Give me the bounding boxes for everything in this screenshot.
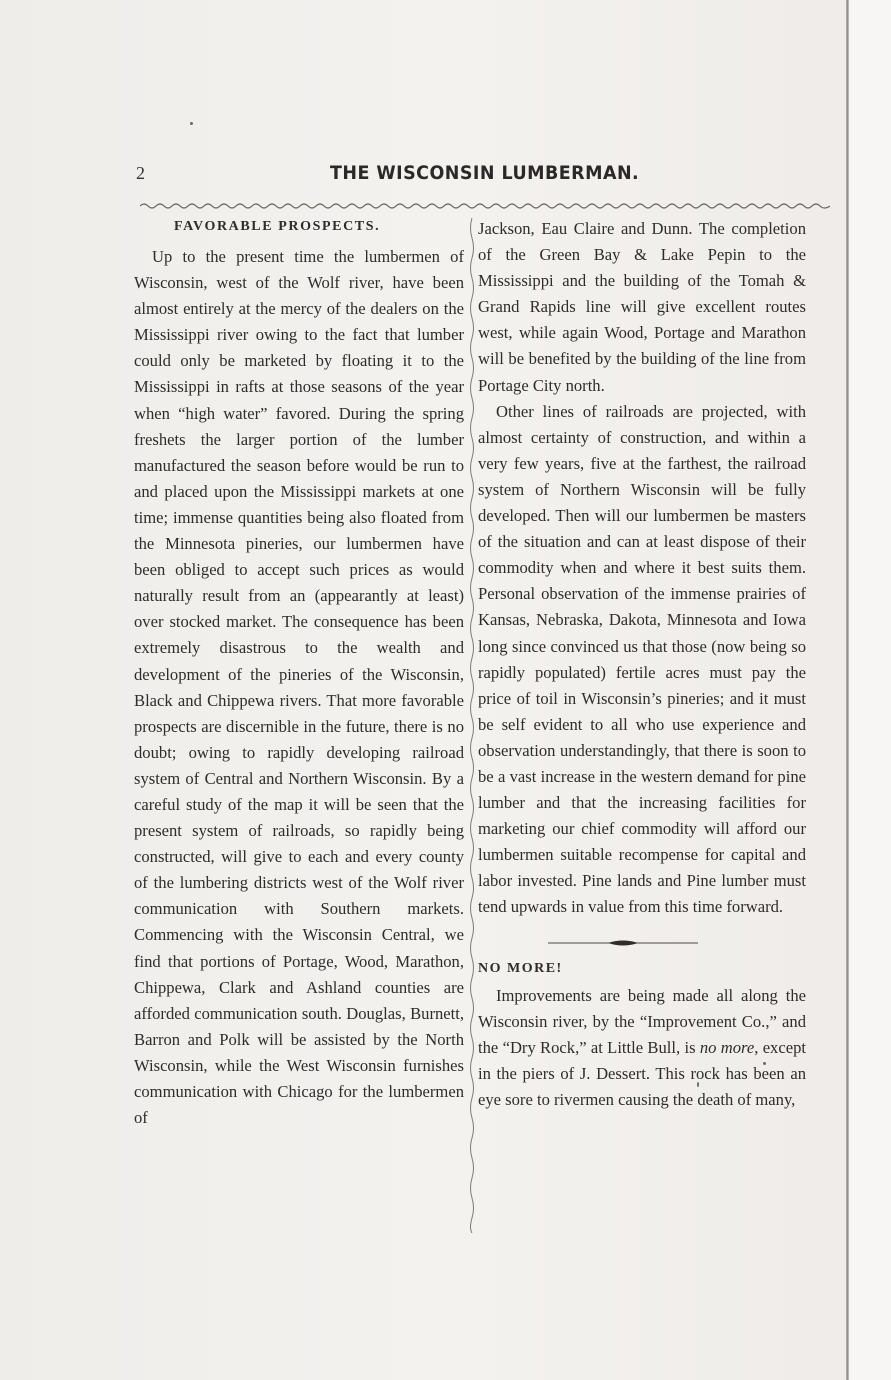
right-column — [478, 216, 806, 1113]
ink-speck — [190, 122, 193, 125]
other-lines-paragraph: Other lines of railroads are projected, with almost certainty of construction, and within a very few years, five at the farthest, the railroad system of Northern Wisconsin will be fully developed. Then will our lumbermen be masters of the situation and can at least dispose of their commodity when and where it best suits them. Personal observation of the immense prairies of Kansas, Nebraska, Dakota, Minnesota and Iowa long since convinced us that those (now being so rapidly populated) fertile acres must pay the price of toil in Wisconsin’s pineries; and it must be self evident to all who use experience and observation understandingly, that there is soon to be a vast increase in the western demand for pine lumber and that the increasing facilities for marketing our chief commodity will afford our lumbermen suitable recompense for capital and labor invested. Pine lands and Pine lumber must tend upwards in value from this time forward. — [478, 401, 806, 917]
favorable-prospects-body: Up to the present time the lumbermen of Wisconsin, west of the Wolf river, have been almost entirely at the mercy of the dealers on the Mississippi river owing to the fact that lumber could only be marketed by floating it to the Mississippi in rafts at those seasons of the year when “high water” favored. During the spring freshets the larger portion of the lumber manufactured the season before would be run to and placed upon the Mississippi markets at one time; immense quantities being also floated from the Minnesota pineries, our lumbermen have been obliged to accept such prices as would naturally result from an (appearantly at least) over stocked market. The consequence has been extremely disastrous to the wealth and development of the pineries of the Wisconsin, Black and Chippewa rivers. That more favorable prospects are discernible in the future, there is no doubt; owing to rapidly developing railroad system of Central and Northern Wisconsin. By a careful study of the map it will be seen that the present system of railroads, so rapidly being constructed, will give to each and every county of the lumbering districts west of the Wolf river communication with Southern markets. Commencing with the Wisconsin Central, we find that portions of Portage, Wood, Marathon, Chippewa, Clark and Ashland counties are afforded communication south. Douglas, Burnett, Barron and Polk will be assisted by the North Wisconsin, while the West Wisconsin furnishes communication with Chicago for the lumbermen of — [134, 247, 464, 1128]
no-more-text-b: , except in the piers of J. Dessert. This rock has been an eye sore to rivermen causing the death of many, — [478, 1037, 806, 1109]
section-divider-ornament — [548, 935, 698, 951]
masthead-title: THE WISCONSIN LUMBERMAN. — [330, 162, 640, 184]
no-more-paragraph — [478, 983, 806, 1113]
favorable-prospects-heading: FAVORABLE PROSPECTS. — [174, 219, 381, 234]
no-more-emphasis: no more — [699, 1037, 755, 1057]
scan-margin — [849, 0, 891, 1380]
page-number: 2 — [136, 163, 145, 183]
no-more-heading: NO MORE! — [478, 960, 563, 976]
no-more-text-a: Improvements are being made all along the Wisconsin river, by the “Improvement Co.,” and the “Dry Rock,” at Little Bull, is — [478, 985, 806, 1057]
wavy-rule — [140, 200, 830, 212]
column-divider — [468, 218, 476, 1233]
left-column — [134, 216, 464, 1131]
railroad-continuation-paragraph: Jackson, Eau Claire and Dunn. The completion of the Green Bay & Lake Pepin to the Mississippi and the building of the Tomah & Grand Rapids line will give excellent routes west, while again Wood, Portage and Marathon will be benefited by the building of the line from Portage City north. — [478, 219, 806, 395]
